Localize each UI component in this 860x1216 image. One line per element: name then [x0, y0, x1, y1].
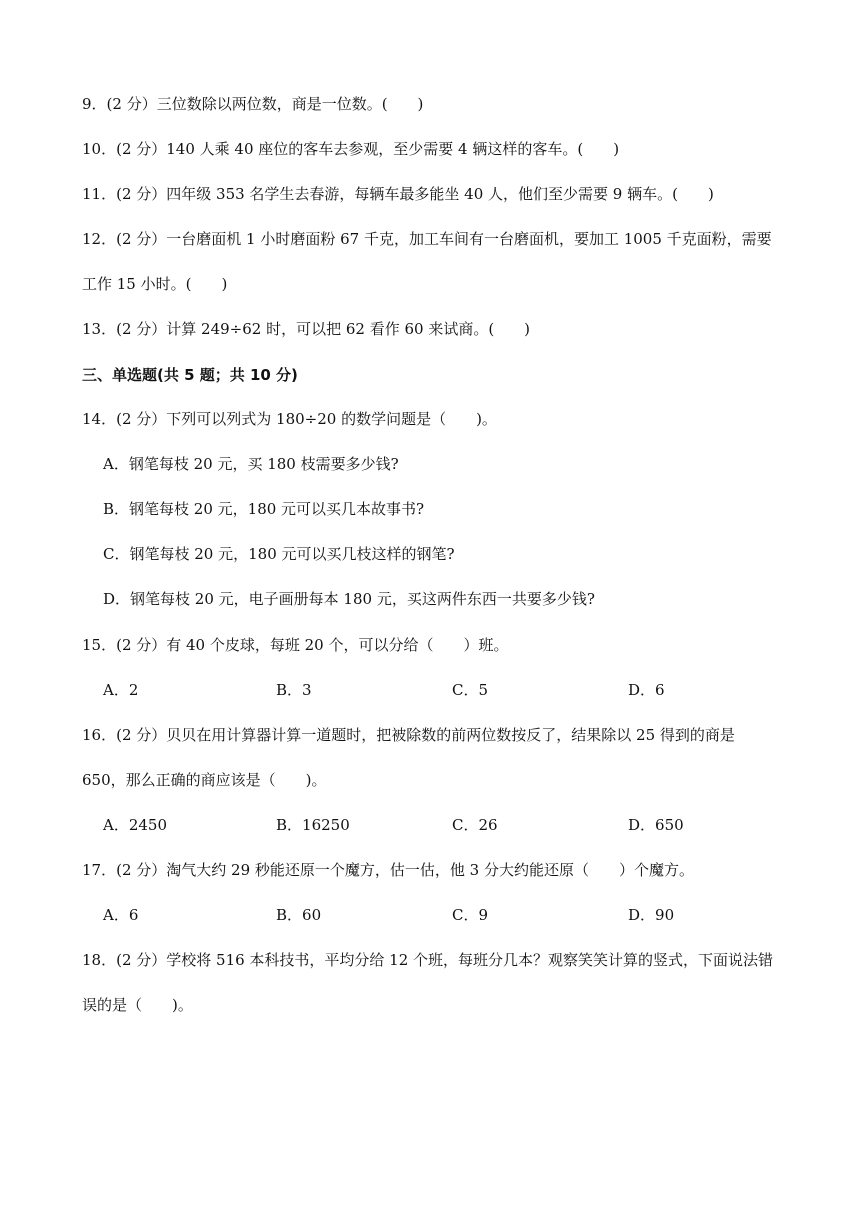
question-12-line-1: 12．(2 分）一台磨面机 1 小时磨面粉 67 千克，加工车间有一台磨面机，要加工 1005 千克面粉，需要 [82, 230, 772, 248]
question-16-option-d: D．650 [628, 816, 684, 834]
question-15-stem: 15．(2 分）有 40 个皮球，每班 20 个，可以分给（ ）班。 [82, 636, 509, 654]
question-18-stem-line-2: 误的是（ )。 [82, 996, 193, 1014]
question-14-option-a: A．钢笔每枝 20 元，买 180 枝需要多少钱? [103, 455, 399, 473]
question-17-option-c: C．9 [452, 906, 489, 924]
question-18-stem-line-1: 18．(2 分）学校将 516 本科技书，平均分给 12 个班，每班分几本？观察笑笑计算的竖式，下面说法错 [82, 951, 774, 969]
question-9: 9．(2 分）三位数除以两位数，商是一位数。( ) [82, 95, 424, 113]
question-14-option-d: D．钢笔每枝 20 元，电子画册每本 180 元，买这两件东西一共要多少钱? [103, 590, 595, 608]
question-10: 10．(2 分）140 人乘 40 座位的客车去参观，至少需要 4 辆这样的客车。( ) [82, 140, 620, 158]
question-16-stem-line-2: 650，那么正确的商应该是（ )。 [82, 771, 327, 789]
question-16-stem-line-1: 16．(2 分）贝贝在用计算器计算一道题时，把被除数的前两位数按反了，结果除以 25 得到的商是 [82, 726, 735, 744]
question-13: 13．(2 分）计算 249÷62 时，可以把 62 看作 60 来试商。( ) [82, 320, 531, 338]
question-15-option-c: C．5 [452, 681, 489, 699]
question-11: 11．(2 分）四年级 353 名学生去春游，每辆车最多能坐 40 人，他们至少需要 9 辆车。( ) [82, 185, 714, 203]
question-15-option-b: B．3 [276, 681, 312, 699]
question-15-option-d: D．6 [628, 681, 665, 699]
question-15-option-a: A．2 [103, 681, 139, 699]
question-12-line-2: 工作 15 小时。( ) [82, 275, 228, 293]
question-17-option-a: A．6 [103, 906, 139, 924]
question-16-option-a: A．2450 [103, 816, 168, 834]
question-16-option-b: B．16250 [276, 816, 350, 834]
question-16-option-c: C．26 [452, 816, 498, 834]
question-14-option-c: C．钢笔每枝 20 元，180 元可以买几枝这样的钢笔? [103, 545, 455, 563]
question-14-option-b: B．钢笔每枝 20 元，180 元可以买几本故事书? [103, 500, 425, 518]
question-17-option-b: B．60 [276, 906, 322, 924]
section-3-title: 三、单选题(共 5 题；共 10 分) [82, 366, 298, 384]
question-14-stem: 14．(2 分）下列可以列式为 180÷20 的数学问题是（ )。 [82, 410, 497, 428]
question-17-stem: 17．(2 分）淘气大约 29 秒能还原一个魔方，估一估，他 3 分大约能还原（ ）个魔方。 [82, 861, 694, 879]
question-17-option-d: D．90 [628, 906, 675, 924]
